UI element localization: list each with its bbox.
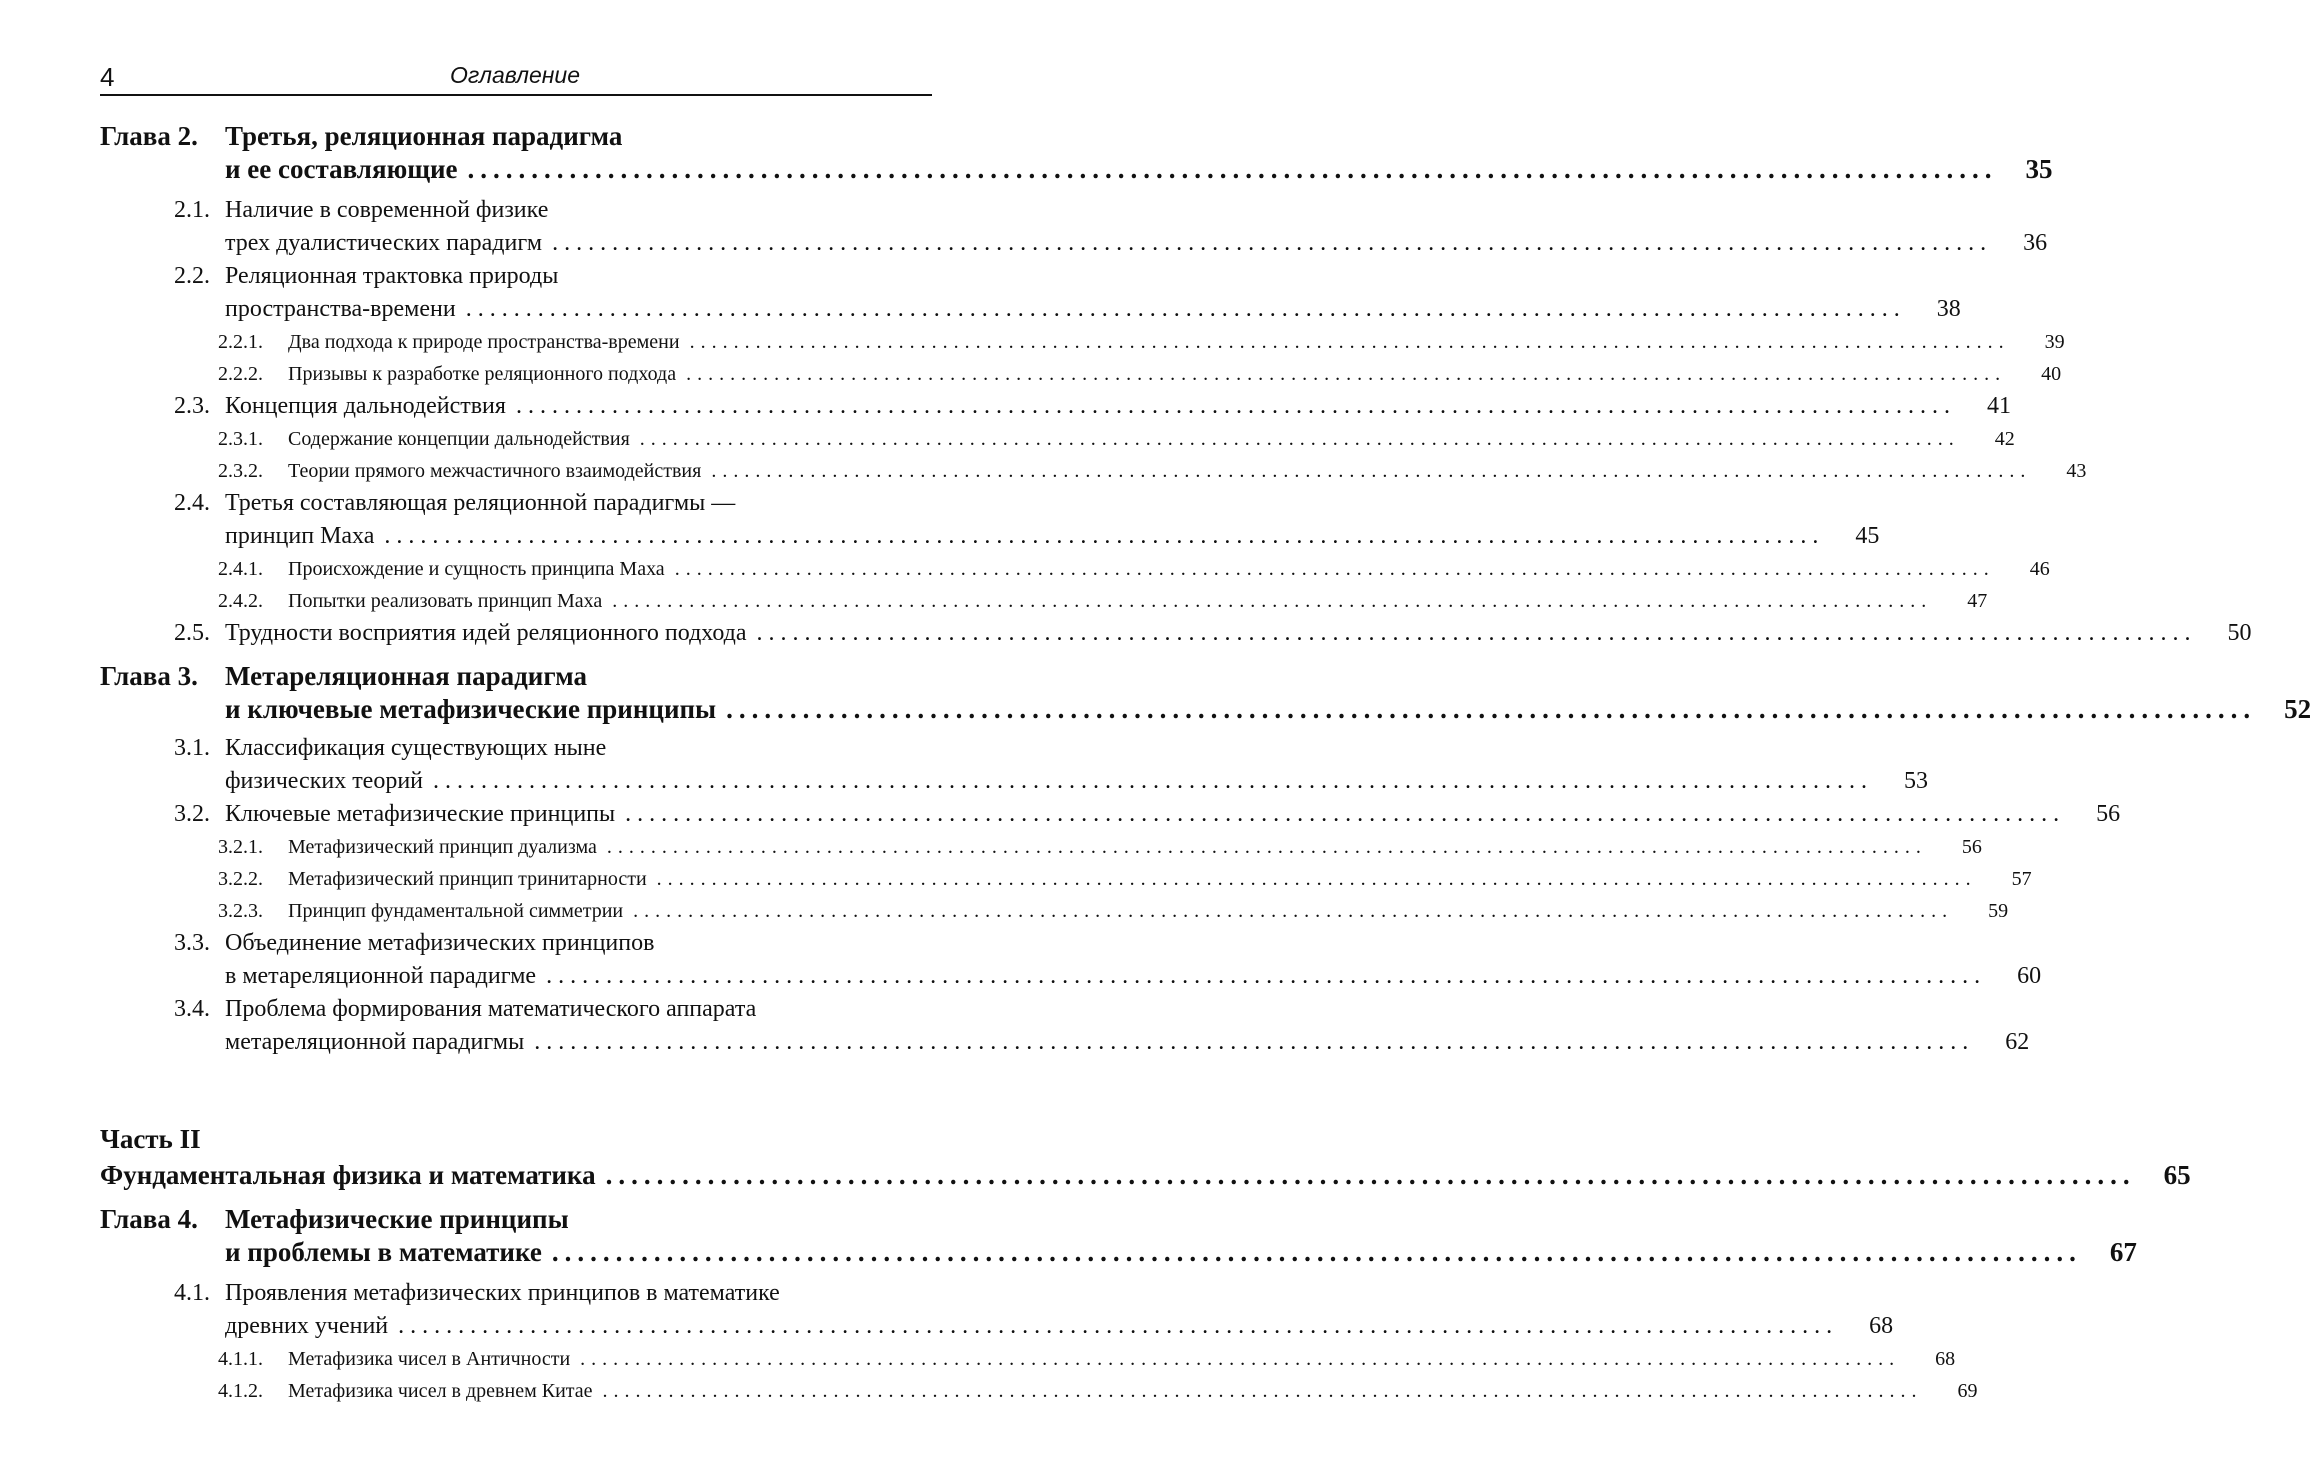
toc-subsection-4-1-2[interactable] — [100, 1375, 1978, 1407]
dot-leader: ........................................................................................................................ — [602, 1380, 1923, 1402]
page-ref: 67 — [2109, 1237, 2137, 1267]
toc-section-2-4[interactable] — [100, 487, 1880, 553]
dot-leader: ........................................................................................................................ — [756, 620, 2197, 646]
section-number: 2.1. — [174, 197, 210, 223]
subsection-number: 4.1.2. — [218, 1380, 263, 1402]
toc-subsection-4-1-1[interactable] — [100, 1343, 1956, 1375]
page-ref: 57 — [2011, 868, 2032, 890]
chapter-title-line1: Третья, реляционная парадигма — [225, 121, 623, 151]
chapter-label: Глава 3. — [100, 661, 198, 691]
subsection-title: Принцип фундаментальной симметрии — [288, 900, 624, 922]
dot-leader: ........................................................................................................................ — [467, 154, 1998, 184]
page-ref: 59 — [1988, 900, 2009, 922]
subsection-number: 3.2.2. — [218, 868, 263, 890]
page-ref: 35 — [2025, 154, 2053, 184]
chapter-title-line2: и ключевые метафизические принципы — [225, 694, 717, 724]
dot-leader: ........................................................................................................................ — [433, 768, 1874, 794]
chapter-title-line1: Метафизические принципы — [225, 1204, 569, 1234]
toc-subsection-2-3-1[interactable] — [100, 423, 2015, 455]
dot-leader: ........................................................................................................................ — [384, 523, 1825, 549]
section-title-line2: пространства-времени — [225, 296, 456, 322]
dot-leader: ........................................................................................................................ — [606, 836, 1927, 858]
toc-section-3-3[interactable] — [100, 927, 2042, 993]
subsection-number: 2.4.2. — [218, 590, 263, 612]
toc-subsection-3-2-1[interactable] — [100, 831, 1982, 863]
dot-leader: ........................................................................................................................ — [552, 230, 1993, 256]
subsection-number: 2.2.2. — [218, 363, 263, 385]
page-ref: 60 — [2017, 963, 2042, 989]
page-ref: 68 — [1869, 1313, 1894, 1339]
toc-chapter-4[interactable] — [100, 1203, 2137, 1269]
page-ref: 42 — [1994, 428, 2015, 450]
page-ref: 53 — [1904, 768, 1929, 794]
dot-leader: ........................................................................................................................ — [515, 393, 1956, 419]
dot-leader: ........................................................................................................................ — [625, 801, 2066, 827]
page-ref: 69 — [1957, 1380, 1978, 1402]
toc-subsection-3-2-3[interactable] — [100, 895, 2009, 927]
chapter-title-line2: и проблемы в математике — [225, 1237, 542, 1267]
section-number: 2.5. — [174, 620, 210, 646]
toc-subsection-2-3-2[interactable] — [100, 455, 2087, 487]
section-number: 2.4. — [174, 490, 210, 516]
section-title-line1: Проблема формирования математического аппарата — [225, 996, 757, 1022]
chapter-label: Глава 4. — [100, 1204, 198, 1234]
subsection-number: 2.4.1. — [218, 558, 263, 580]
subsection-title: Попытки реализовать принцип Маха — [288, 590, 603, 612]
dot-leader: ........................................................................................................................ — [580, 1348, 1901, 1370]
toc-chapter-2[interactable] — [100, 120, 2053, 186]
section-number: 3.3. — [174, 930, 210, 956]
page-ref: 38 — [1936, 296, 1961, 322]
subsection-title: Метафизический принцип дуализма — [288, 836, 597, 858]
page-ref: 52 — [2284, 694, 2311, 724]
dot-leader: ........................................................................................................................ — [612, 590, 1933, 612]
section-title: Трудности восприятия идей реляционного подхода — [225, 620, 747, 646]
toc-section-2-5[interactable] — [100, 617, 2252, 650]
subsection-title: Содержание концепции дальнодействия — [288, 428, 630, 450]
section-title-line1: Объединение метафизических принципов — [225, 930, 655, 956]
page-ref: 39 — [2044, 331, 2065, 353]
header-rule — [100, 94, 932, 96]
chapter-title-line1: Метареляционная парадигма — [225, 661, 587, 691]
page-ref: 50 — [2227, 620, 2252, 646]
toc-section-2-2[interactable] — [100, 260, 1961, 326]
toc-section-3-2[interactable] — [100, 798, 2121, 831]
section-title-line2: физических теорий — [225, 768, 424, 794]
section-number: 4.1. — [174, 1280, 210, 1306]
section-title: Ключевые метафизические принципы — [225, 801, 616, 827]
subsection-title: Происхождение и сущность принципа Маха — [288, 558, 665, 580]
subsection-number: 3.2.1. — [218, 836, 263, 858]
dot-leader: ........................................................................................................................ — [465, 296, 1906, 322]
subsection-number: 2.3.2. — [218, 460, 263, 482]
toc-section-2-3[interactable] — [100, 390, 2011, 423]
section-number: 2.3. — [174, 393, 210, 419]
page-ref: 65 — [2163, 1160, 2191, 1190]
toc-chapter-3[interactable] — [100, 660, 2311, 726]
toc-part-2-label: Часть II — [100, 1124, 201, 1154]
section-number: 3.4. — [174, 996, 210, 1022]
dot-leader: ........................................................................................................................ — [639, 428, 1960, 450]
dot-leader: ........................................................................................................................ — [633, 900, 1954, 922]
dot-leader: ........................................................................................................................ — [686, 363, 2007, 385]
section-title-line2: принцип Маха — [225, 523, 375, 549]
section-title-line2: трех дуалистических парадигм — [225, 230, 543, 256]
toc-subsection-3-2-2[interactable] — [100, 863, 2032, 895]
page-ref: 36 — [2023, 230, 2048, 256]
section-number: 2.2. — [174, 263, 210, 289]
chapter-title-line2: и ее составляющие — [225, 154, 458, 184]
page-ref: 56 — [2096, 801, 2121, 827]
page-ref: 56 — [1961, 836, 1982, 858]
subsection-number: 3.2.3. — [218, 900, 263, 922]
dot-leader: ........................................................................................................................ — [534, 1029, 1975, 1055]
dot-leader: ........................................................................................................................ — [551, 1237, 2082, 1267]
section-title-line1: Третья составляющая реляционной парадигмы — — [225, 490, 736, 516]
table-of-contents — [100, 120, 2311, 1407]
subsection-title: Теории прямого межчастичного взаимодействия — [288, 460, 702, 482]
toc-subsection-2-2-1[interactable] — [100, 326, 2065, 358]
page-ref: 68 — [1935, 1348, 1956, 1370]
part-title: Фундаментальная физика и математика — [100, 1160, 596, 1190]
subsection-title: Метафизика чисел в древнем Китае — [288, 1380, 593, 1402]
page-ref: 47 — [1967, 590, 1988, 612]
toc-subsection-2-4-2[interactable] — [100, 585, 1988, 617]
section-title-line2: древних учений — [225, 1313, 389, 1339]
page-ref: 62 — [2005, 1029, 2030, 1055]
dot-leader: ........................................................................................................................ — [605, 1160, 2136, 1190]
toc-part-2[interactable] — [100, 1157, 2191, 1193]
page-ref: 40 — [2041, 363, 2062, 385]
dot-leader: ........................................................................................................................ — [546, 963, 1987, 989]
toc-subsection-2-4-1[interactable] — [100, 553, 2050, 585]
page-ref: 46 — [2029, 558, 2050, 580]
toc-section-4-1[interactable] — [100, 1277, 1894, 1343]
dot-leader: ........................................................................................................................ — [656, 868, 1977, 890]
dot-leader: ........................................................................................................................ — [398, 1313, 1839, 1339]
toc-section-3-4[interactable] — [100, 993, 2030, 1059]
section-number: 3.1. — [174, 735, 210, 761]
section-title-line1: Проявления метафизических принципов в математике — [225, 1280, 780, 1306]
section-title-line1: Классификация существующих ныне — [225, 735, 607, 761]
subsection-title: Метафизический принцип тринитарности — [288, 868, 647, 890]
running-title: Оглавление — [450, 62, 580, 88]
page-ref: 45 — [1855, 523, 1880, 549]
subsection-title: Два подхода к природе пространства-времени — [288, 331, 680, 353]
subsection-number: 4.1.1. — [218, 1348, 263, 1370]
section-number: 3.2. — [174, 801, 210, 827]
dot-leader: ........................................................................................................................ — [674, 558, 1995, 580]
section-title-line2: метареляционной парадигмы — [225, 1029, 525, 1055]
section-title-line2: в метареляционной парадигме — [225, 963, 537, 989]
toc-section-2-1[interactable] — [100, 194, 2048, 260]
dot-leader: ........................................................................................................................ — [711, 460, 2032, 482]
dot-leader: ........................................................................................................................ — [689, 331, 2010, 353]
page-ref: 43 — [2066, 460, 2087, 482]
page-ref: 41 — [1986, 393, 2011, 419]
page-number: 4 — [100, 62, 115, 92]
subsection-number: 2.2.1. — [218, 331, 263, 353]
subsection-number: 2.3.1. — [218, 428, 263, 450]
subsection-title: Призывы к разработке реляционного подхода — [288, 363, 677, 385]
section-title-line1: Наличие в современной физике — [225, 197, 549, 223]
dot-leader: ........................................................................................................................ — [726, 694, 2257, 724]
subsection-title: Метафизика чисел в Античности — [288, 1348, 571, 1370]
toc-section-3-1[interactable] — [100, 732, 1929, 798]
section-title: Концепция дальнодействия — [225, 393, 506, 419]
toc-subsection-2-2-2[interactable] — [100, 358, 2062, 390]
chapter-label: Глава 2. — [100, 121, 198, 151]
section-title-line1: Реляционная трактовка природы — [225, 263, 559, 289]
